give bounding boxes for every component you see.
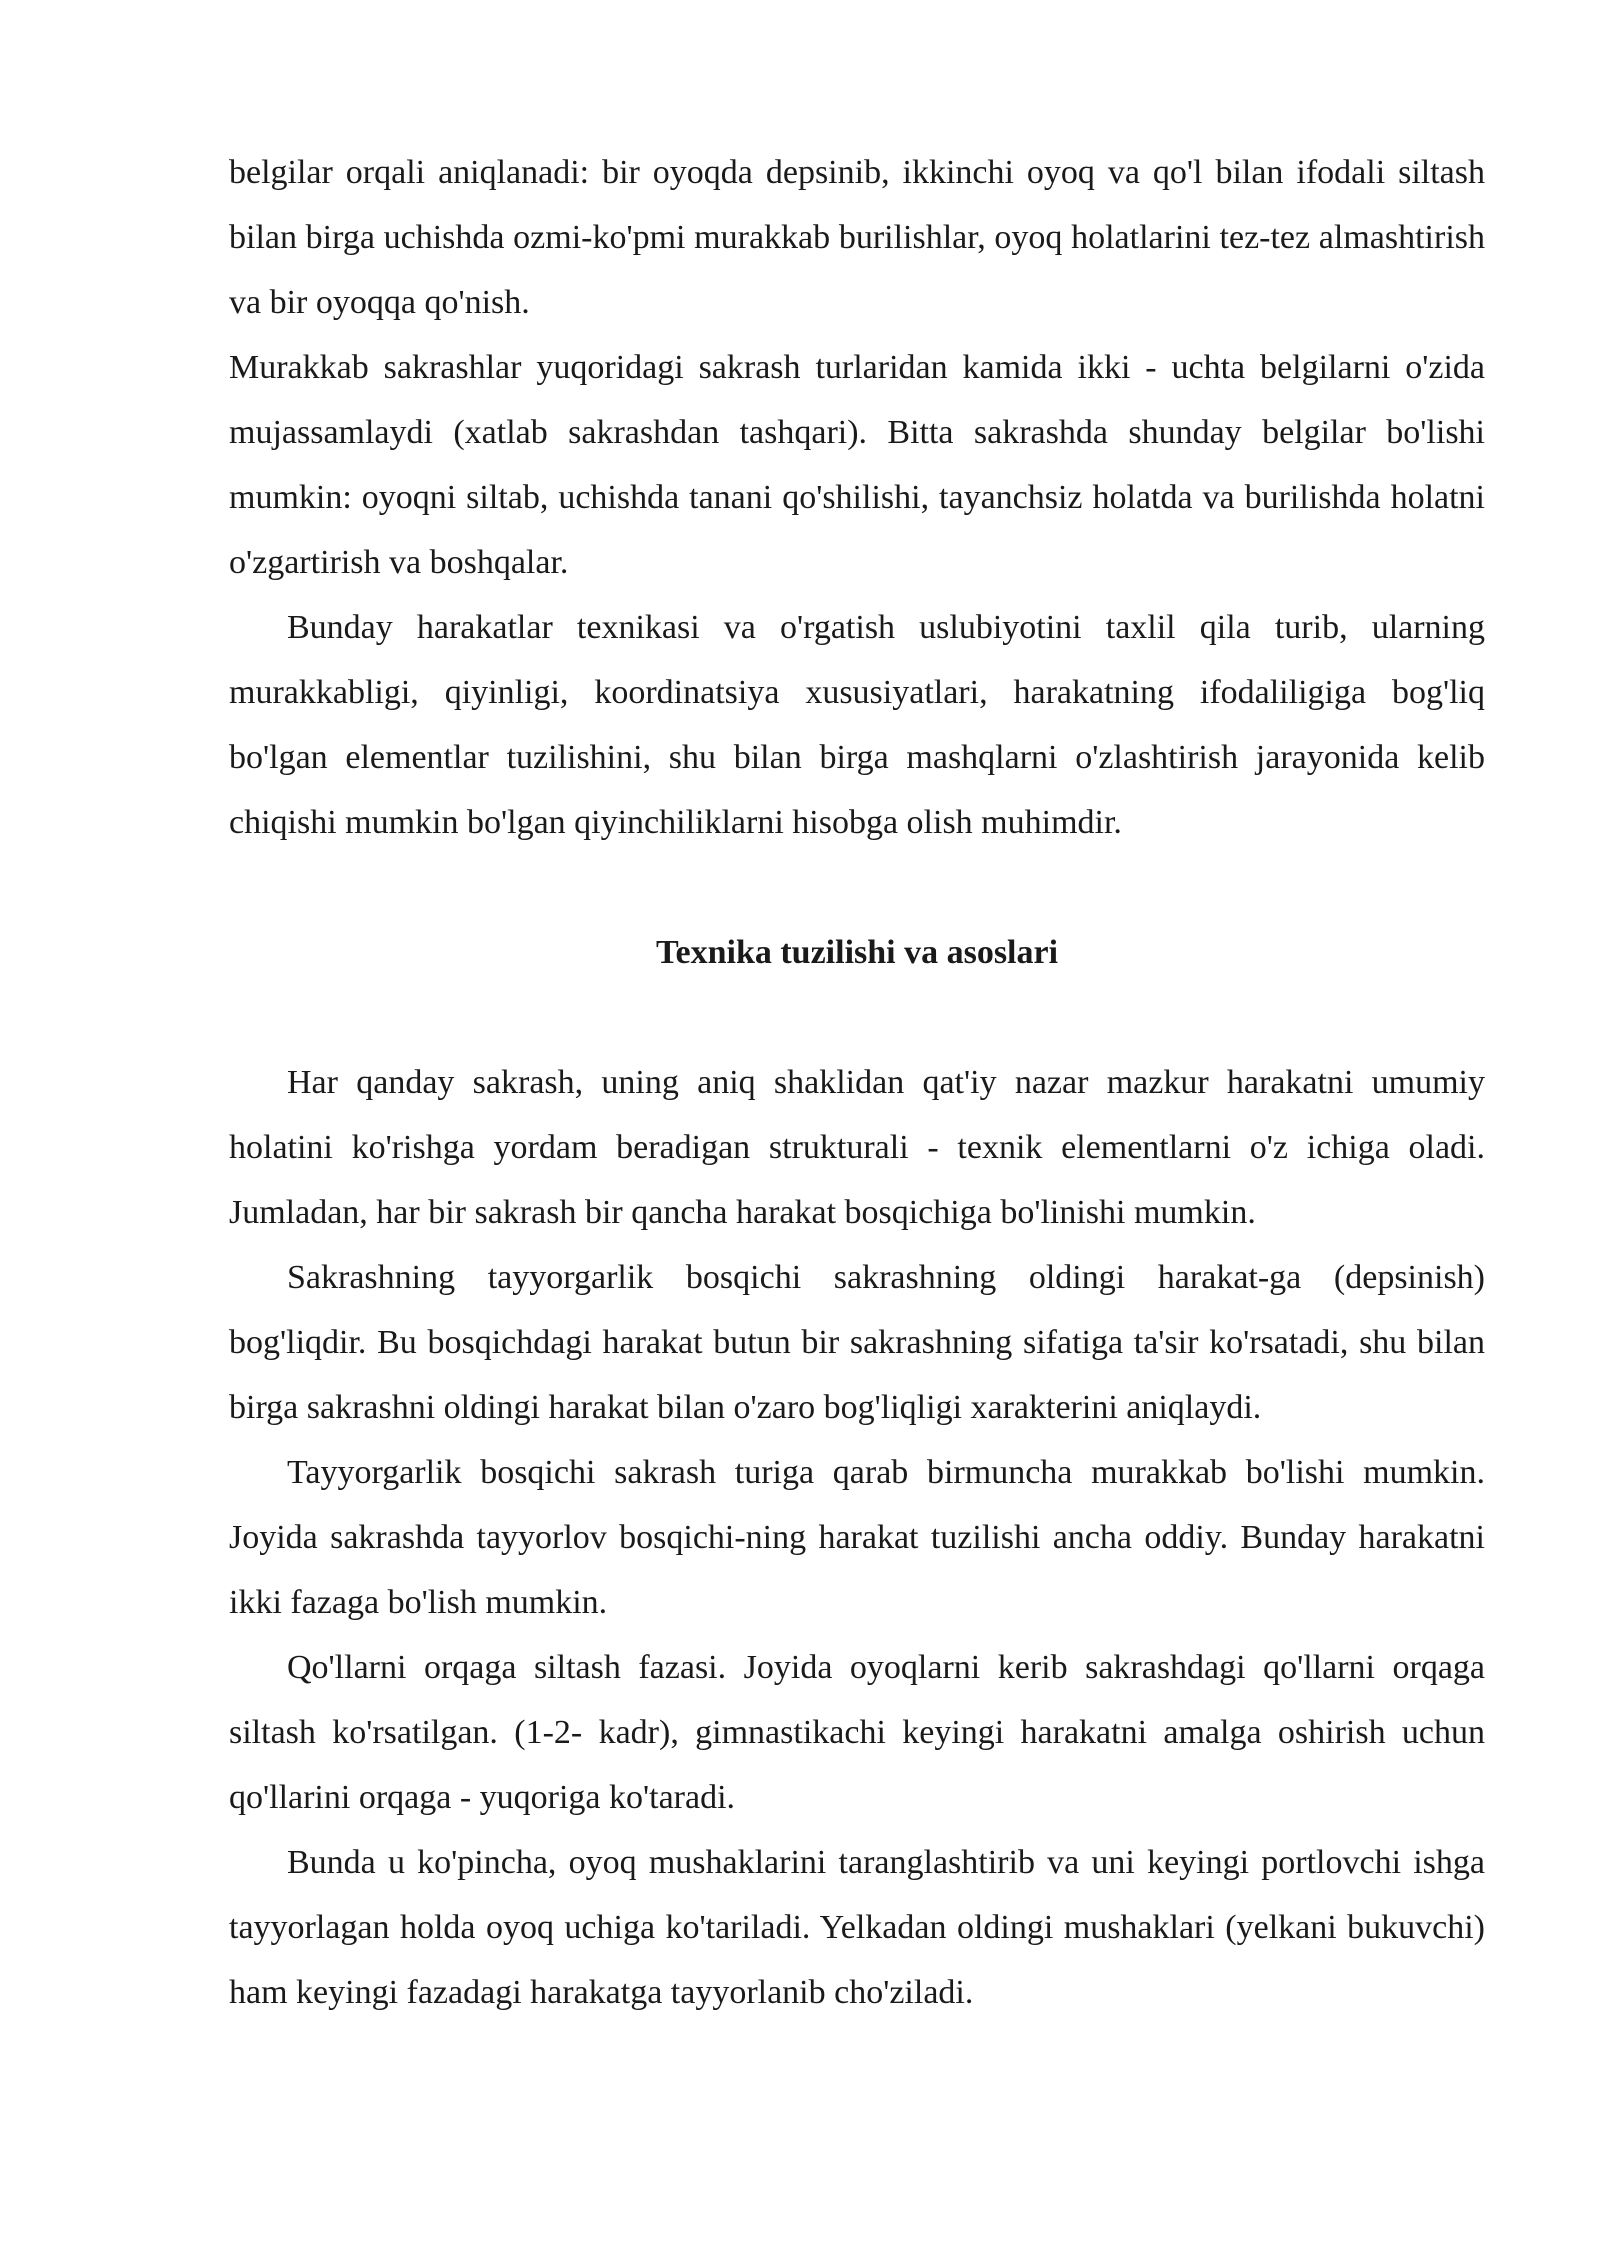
paragraph-5: Sakrashning tayyorgarlik bosqichi sakrashning oldingi harakat-ga (depsinish) bog'liqdir. Bu bosqichdagi harakat butun bir sakrashning sifatiga ta'sir ko'rsatadi, shu bilan birga sakrashni oldingi harakat bilan o'zaro bog'liqligi xarakterini aniqlaydi. [229, 1259, 1485, 1426]
section-heading: Texnika tuzilishi va asoslari [655, 934, 1059, 971]
paragraph-7: Qo'llarni orqaga siltash fazasi. Joyida oyoqlarni kerib sakrashdagi qo'llarni orqaga siltash ko'rsatilgan. (1-2- kadr), gimnastikachi keyingi harakatni amalga oshirish uchun qo'llarini orqaga - yuqoriga ko'taradi. [229, 1649, 1485, 1816]
paragraph-2: Murakkab sakrashlar yuqoridagi sakrash turlaridan kamida ikki - uchta belgilarni o'zida mujassamlaydi (xatlab sakrashdan tashqari). Bitta sakrashda shunday belgilar bo'lishi mumkin: oyoqni siltab, uchishda tanani qo'shilishi, tayanchsiz holatda va burilishda holatni o'zgartirish va boshqalar. [229, 349, 1485, 581]
paragraph-6: Tayyorgarlik bosqichi sakrash turiga qarab birmuncha murakkab bo'lishi mumkin. Joyida sakrashda tayyorlov bosqichi-ning harakat tuzilishi ancha oddiy. Bunday harakatni ikki fazaga bo'lish mumkin. [229, 1454, 1485, 1621]
paragraph-1: belgilar orqali aniqlanadi: bir oyoqda depsinib, ikkinchi oyoq va qo'l bilan ifodali siltash bilan birga uchishda ozmi-ko'pmi murakkab burilishlar, oyoq holatlarini tez-tez almashtirish va bir oyoqqa qo'nish. [229, 154, 1485, 321]
paragraph-3: Bunday harakatlar texnikasi va o'rgatish uslubiyotini taxlil qila turib, ularning murakkabligi, qiyinligi, koordinatsiya xususiyatlari, harakatning ifodaliligiga bog'liq bo'lgan elementlar tuzilishini, shu bilan birga mashqlarni o'zlashtirish jarayonida kelib chiqishi mumkin bo'lgan qiyinchiliklarni hisobga olish muhimdir. [229, 609, 1485, 841]
paragraph-8: Bunda u ko'pincha, oyoq mushaklarini taranglashtirib va uni keyingi portlovchi ishga tayyorlagan holda oyoq uchiga ko'tariladi. Yelkadan oldingi mushaklari (yelkani bukuvchi) ham keyingi fazadagi harakatga tayyorlanib cho'ziladi. [229, 1844, 1485, 2011]
paragraph-4: Har qanday sakrash, uning aniq shaklidan qat'iy nazar mazkur harakatni umumiy holatini ko'rishga yordam beradigan strukturali - texnik elementlarni o'z ichiga oladi. Jumladan, har bir sakrash bir qancha harakat bosqichiga bo'linishi mumkin. [229, 1064, 1485, 1231]
document-page [229, 140, 1485, 2025]
